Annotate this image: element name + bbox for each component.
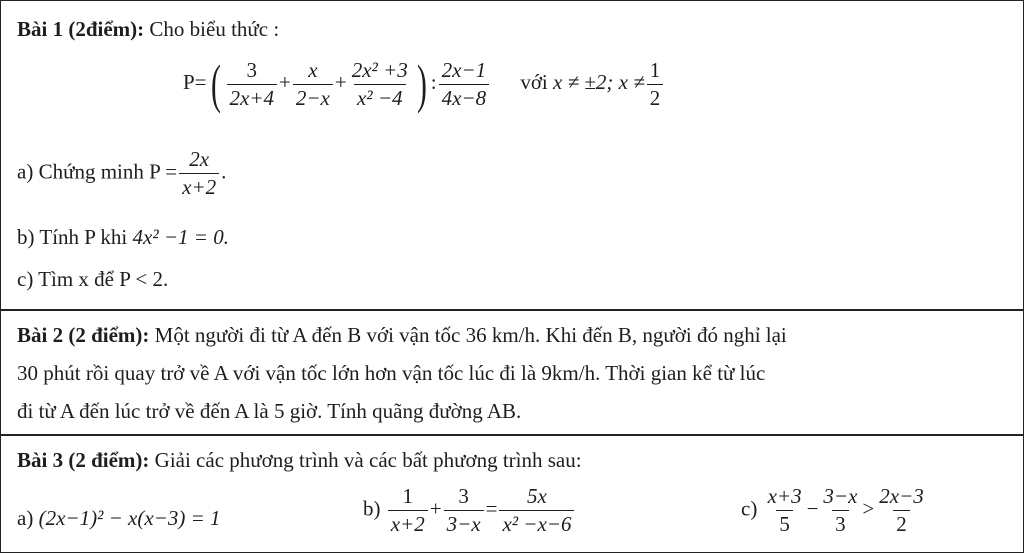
problem-2-line-1 bbox=[17, 325, 787, 346]
part-3c-fraction-3-num: 2x−3 bbox=[879, 484, 924, 508]
part-3b: b) $\frac{1}{x+2}$ + $\frac{3}{3-x}$ = $\frac{5x}{\text{x² −x−6}}$ bbox=[363, 486, 576, 535]
fraction-2-num: x bbox=[308, 57, 318, 82]
problem-3-title bbox=[17, 450, 582, 471]
part-3c-fraction-3 bbox=[876, 486, 927, 535]
fraction-1 bbox=[227, 57, 278, 110]
part-1a-fraction bbox=[179, 149, 219, 198]
part-1b bbox=[17, 227, 229, 248]
problem-1-intro: Cho biểu thức : bbox=[149, 17, 280, 41]
part-1a-text: a) Chứng minh P = bbox=[17, 159, 178, 184]
part-3b-fraction-2 bbox=[444, 486, 484, 535]
P-label: P= bbox=[183, 69, 207, 94]
part-3b-fraction-3-num: 5x bbox=[527, 484, 547, 508]
part-3c-label: c) bbox=[741, 496, 758, 521]
fraction-4-den: 4x−8 bbox=[439, 84, 490, 109]
part-3a-label: a) bbox=[17, 506, 34, 530]
problem-1-title bbox=[17, 19, 279, 40]
condition-fraction bbox=[647, 57, 664, 110]
problem-2-line-3: đi từ A đến lúc trở về đến A là 5 giờ. Tính quãng đường AB. bbox=[17, 399, 522, 423]
condition-fraction-num: 1 bbox=[649, 57, 661, 82]
part-1b-expr: 4x² −1 = 0. bbox=[132, 225, 229, 249]
problem-1-heading: Bài 1 (2điểm): bbox=[17, 17, 145, 41]
problem-3-heading: Bài 3 (2 điểm): bbox=[17, 448, 150, 472]
condition-fraction-den: 2 bbox=[647, 84, 664, 109]
part-3c-fraction-2 bbox=[820, 486, 860, 535]
part-3b-fraction-2-den: 3−x bbox=[444, 510, 484, 535]
part-3b-fraction-3-den: x² −x−6 bbox=[499, 510, 574, 535]
part-3c-fraction-3-den: 2 bbox=[893, 510, 910, 535]
part-3b-fraction-1 bbox=[388, 486, 428, 535]
fraction-3 bbox=[349, 57, 411, 110]
problem-2-line-2: 30 phút rồi quay trở về A với vận tốc lớn hơn vận tốc lúc đi là 9km/h. Thời gian kể từ lúc bbox=[17, 361, 766, 385]
fraction-3-num: 2x² +3 bbox=[351, 57, 408, 82]
part-3b-fraction-1-den: x+2 bbox=[388, 510, 428, 535]
right-paren: ) bbox=[416, 54, 427, 114]
condition-text: với bbox=[520, 69, 548, 94]
part-3b-label: b) bbox=[363, 496, 381, 521]
part-1a-num: 2x bbox=[189, 147, 210, 171]
fraction-2-den: 2−x bbox=[293, 84, 333, 109]
expression-P: P=( $\frac{3}{2x+4}$ + $\frac{x}{2-x}$ + $\frac{\text{2x² +3}}{\text{x² −4}}$ ) : $\frac{2x-1}{4x-8}$ với x ≠ ±2; x ≠ $\frac{1}{2}$ bbox=[183, 57, 665, 111]
problem-3-section bbox=[1, 434, 1023, 552]
part-1a: a) Chứng minh P = $\frac{2x}{x+2}$ . bbox=[17, 147, 227, 199]
problem-1-section bbox=[1, 1, 1023, 309]
part-3c-fraction-1-num: x+3 bbox=[767, 484, 802, 508]
part-1b-text: b) Tính P khi bbox=[17, 225, 128, 249]
part-3c-fraction-2-num: 3−x bbox=[823, 484, 858, 508]
part-1c-text: c) Tìm x để P < 2. bbox=[17, 267, 169, 291]
part-3a bbox=[17, 508, 221, 529]
part-1c bbox=[17, 269, 168, 290]
part-3c-fraction-1-den: 5 bbox=[776, 510, 793, 535]
problem-2-heading: Bài 2 (2 điểm): bbox=[17, 323, 150, 347]
fraction-1-den: 2x+4 bbox=[227, 84, 278, 109]
problem-2-text-1: Một người đi từ A đến B với vận tốc 36 km/h. Khi đến B, người đó nghỉ lại bbox=[154, 323, 787, 347]
part-1a-den: x+2 bbox=[179, 173, 219, 198]
part-3c: c) $\frac{x+3}{5}$ − $\frac{3-x}{3}$ > $\frac{2x-3}{2}$ bbox=[741, 486, 929, 535]
fraction-4-num: 2x−1 bbox=[441, 57, 487, 82]
fraction-1-num: 3 bbox=[246, 57, 258, 82]
part-3a-expr: (2x−1)² − x(x−3) = 1 bbox=[38, 506, 221, 530]
fraction-4 bbox=[439, 57, 490, 110]
problem-3-intro: Giải các phương trình và các bất phương trình sau: bbox=[154, 448, 582, 472]
part-3b-fraction-2-num: 3 bbox=[458, 484, 469, 508]
fraction-2 bbox=[293, 57, 333, 110]
part-3b-fraction-3 bbox=[499, 486, 574, 535]
left-paren: ( bbox=[210, 54, 221, 114]
part-3c-fraction-1 bbox=[765, 486, 805, 535]
problem-2-section bbox=[1, 309, 1023, 434]
part-3c-fraction-2-den: 3 bbox=[832, 510, 849, 535]
condition-expr: x ≠ ±2; x ≠ bbox=[553, 69, 645, 94]
fraction-3-den: x² −4 bbox=[354, 84, 406, 109]
part-3b-fraction-1-num: 1 bbox=[402, 484, 413, 508]
